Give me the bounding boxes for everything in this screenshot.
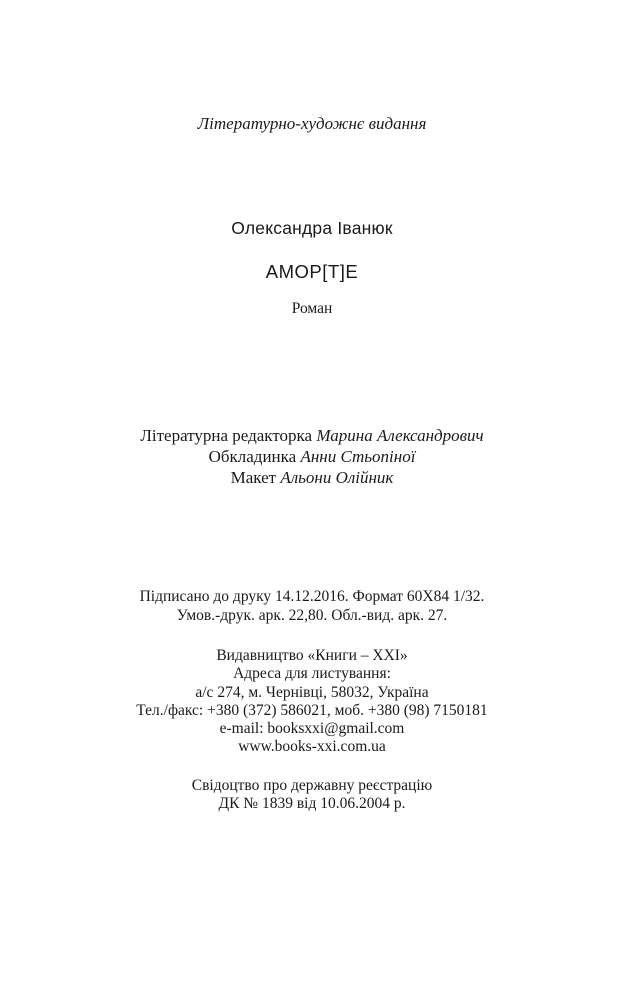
credit-role: Літературна редакторка xyxy=(140,426,313,445)
genre-label: Літературно-художнє видання xyxy=(197,114,427,133)
print-info-line: Умов.-друк. арк. 22,80. Обл.-вид. арк. 27. xyxy=(176,607,448,624)
credit-layout xyxy=(0,468,624,488)
print-info-line: Підписано до друку 14.12.2016. Формат 60Х84 1/32. xyxy=(139,588,485,605)
credit-person: Анни Стьопіної xyxy=(300,447,416,466)
postal-address: а/с 274, м. Чернівці, 58032, Україна xyxy=(195,684,429,701)
credit-person: Марина Александрович xyxy=(316,426,484,445)
credit-person: Альони Олійник xyxy=(280,468,394,487)
registration-line: ДК № 1839 від 10.06.2004 р. xyxy=(218,795,406,812)
author-name: Олександра Іванюк xyxy=(231,218,393,238)
book-subtitle: Роман xyxy=(291,300,333,317)
website-url: www.books-xxi.com.ua xyxy=(238,738,386,755)
address-label: Адреса для листування: xyxy=(233,665,391,682)
credit-editor xyxy=(0,426,624,446)
credit-role: Обкладинка xyxy=(208,447,297,466)
credit-cover xyxy=(0,447,624,467)
credit-role: Макет xyxy=(230,468,277,487)
publisher-name: Видавництво «Книги – ХХІ» xyxy=(216,647,408,664)
phone-fax: Тел./факс: +380 (372) 586021, моб. +380 (98) 7150181 xyxy=(136,702,488,719)
email-address: e-mail: booksxxi@gmail.com xyxy=(219,720,405,737)
book-title: АМОР[Т]Е xyxy=(265,261,359,282)
registration-line: Свідоцтво про державну реєстрацію xyxy=(191,777,433,794)
